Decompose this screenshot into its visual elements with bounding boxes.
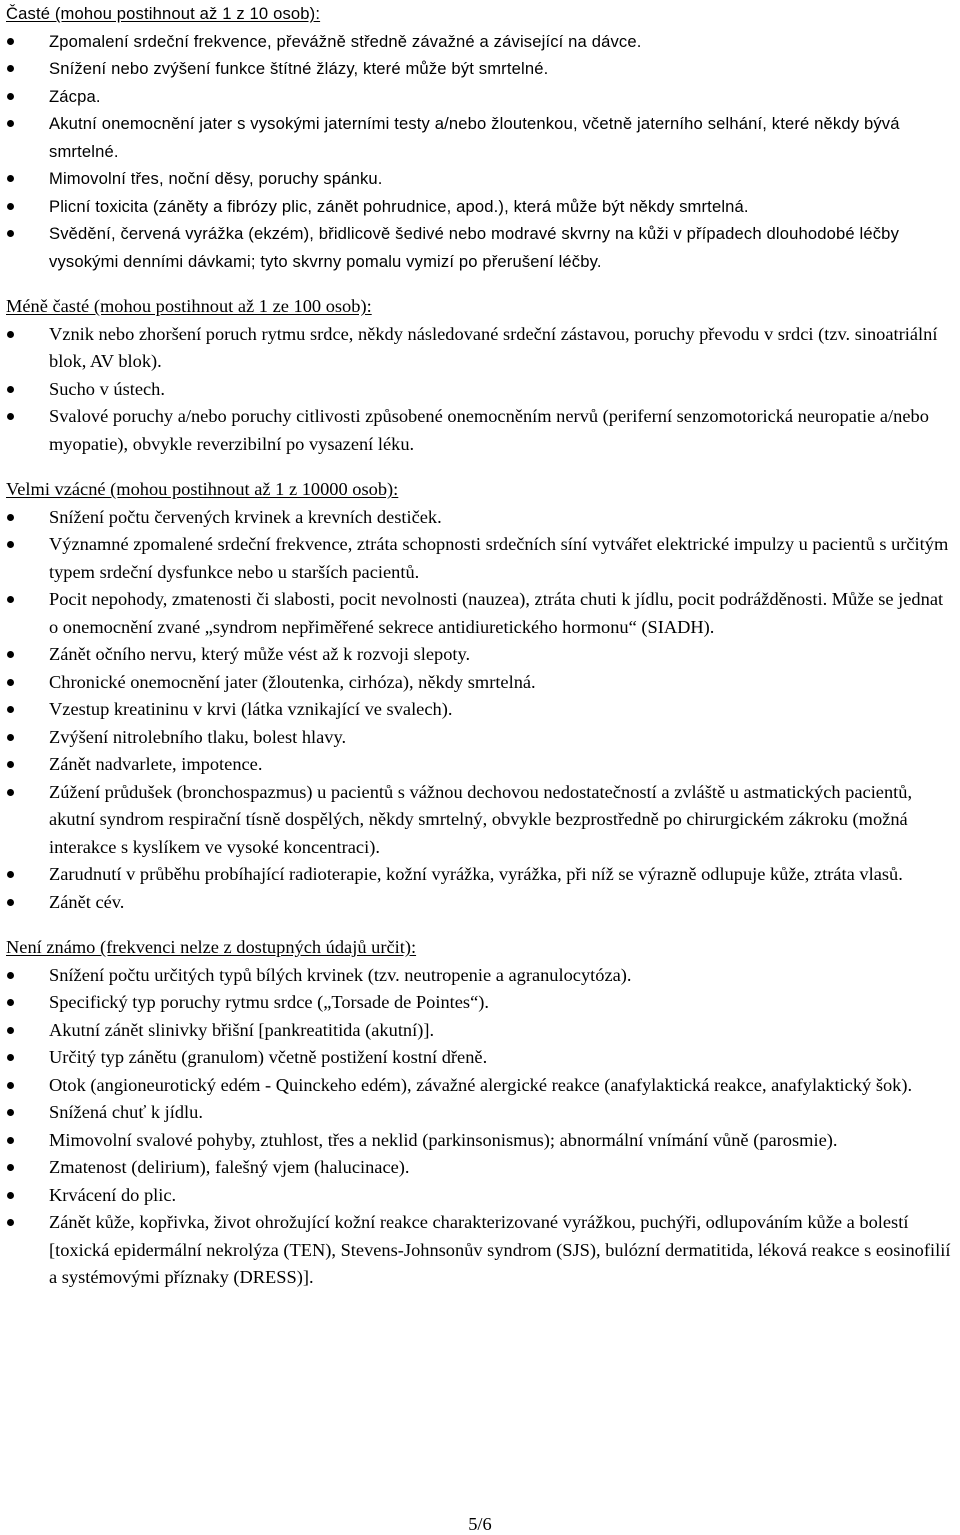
list-item-text: Svědění, červená vyrážka (ekzém), břidlicově šedivé nebo modravé skvrny na kůži v případech dlouhodobé léčby vysokými denními dávkami; tyto skvrny pomalu vymizí po přerušení léčby. <box>49 224 900 271</box>
list-item <box>6 28 954 56</box>
list-item-text: Zarudnutí v průběhu probíhající radioterapie, kožní vyrážka, vyrážka, při níž se výrazně odlupuje kůže, ztráta vlasů. <box>49 864 903 884</box>
bullet-icon <box>7 1164 14 1171</box>
list-item-text: Mimovolní svalové pohyby, ztuhlost, třes a neklid (parkinsonismus); abnormální vnímání vůně (parosmie). <box>49 1129 838 1150</box>
side-effect-list <box>6 504 954 917</box>
list-item-text: Vznik nebo zhoršení poruch rytmu srdce, někdy následované srdeční zástavou, poruchy převodu v srdci (tzv. sinoatriální blok, AV blok). <box>49 323 938 371</box>
list-item <box>6 83 954 111</box>
bullet-icon <box>7 203 14 210</box>
list-item <box>6 1099 954 1127</box>
list-item <box>6 1017 954 1045</box>
bullet-icon <box>7 706 14 713</box>
section-heading: Méně časté (mohou postihnout až 1 ze 100 osob): <box>6 296 372 316</box>
bullet-icon <box>7 1137 14 1144</box>
page-number: 5/6 <box>468 1514 492 1534</box>
list-item-text: Zánět očního nervu, který může vést až k rozvoji slepoty. <box>49 644 471 664</box>
list-item-text: Specifický typ poruchy rytmu srdce („Torsade de Pointes“). <box>49 992 489 1012</box>
list-item <box>6 669 954 697</box>
list-item <box>6 376 954 404</box>
list-item-text: Snížení počtu červených krvinek a krevních destiček. <box>49 506 442 527</box>
section-heading: Není známo (frekvenci nelze z dostupných údajů určit): <box>6 937 417 957</box>
bullet-icon <box>7 230 14 237</box>
list-item-text: Zánět nadvarlete, impotence. <box>49 754 263 774</box>
list-item-text: Snížení počtu určitých typů bílých krvinek (tzv. neutropenie a agranulocytóza). <box>49 964 632 985</box>
section-unknown <box>6 934 954 1292</box>
list-item-text: Snížená chuť k jídlu. <box>49 1102 203 1122</box>
list-item <box>6 1182 954 1210</box>
bullet-icon <box>7 1027 14 1034</box>
list-item <box>6 55 954 83</box>
bullet-icon <box>7 999 14 1006</box>
list-item <box>6 1044 954 1072</box>
list-item-text: Zúžení průdušek (bronchospazmus) u pacientů s vážnou dechovou nedostatečností a zvláště u astmatických pacientů, akutní syndrom respirační tísně dospělých, někdy smrtelný, obvykle bezprostředně po chirurgickém zákroku (možná interakce s kyslíkem ve vysoké koncentraci). <box>49 781 913 857</box>
bullet-icon <box>7 651 14 658</box>
list-item <box>6 1154 954 1182</box>
list-item-text: Sucho v ústech. <box>49 378 165 399</box>
list-item <box>6 724 954 752</box>
list-item <box>6 861 954 889</box>
bullet-icon <box>7 596 14 603</box>
list-item <box>6 586 954 641</box>
list-item-text: Zánět cév. <box>49 891 125 912</box>
side-effect-list <box>6 962 954 1292</box>
bullet-icon <box>7 972 14 979</box>
list-item-text: Zácpa. <box>49 86 101 106</box>
bullet-icon <box>7 541 14 548</box>
bullet-icon <box>7 38 14 45</box>
bullet-icon <box>7 1082 14 1089</box>
bullet-icon <box>7 514 14 521</box>
list-item <box>6 193 954 221</box>
list-item-text: Svalové poruchy a/nebo poruchy citlivosti způsobené onemocněním nervů (periferní senzomotorická neuropatie a/nebo myopatie), obvykle reverzibilní po vysazení léku. <box>49 406 929 454</box>
list-item-text: Zpomalení srdeční frekvence, převážně středně závažné a závisející na dávce. <box>49 31 642 51</box>
list-item-text: Pocit nepohody, zmatenosti či slabosti, pocit nevolnosti (nauzea), ztráta chuti k jídlu, pocit podrážděnosti. Může se jednat o onemocnění zvané „syndrom nepřiměřené sekrece antidiuretického hormonu“ (SIADH). <box>49 589 944 637</box>
list-item-text: Otok (angioneurotický edém - Quinckeho edém), závažné alergické reakce (anafylaktická reakce, anafylaktický šok). <box>49 1074 913 1095</box>
list-item <box>6 962 954 990</box>
list-item-text: Mimovolní třes, noční děsy, poruchy spánku. <box>49 169 383 188</box>
list-item <box>6 641 954 669</box>
list-item-text: Významné zpomalené srdeční frekvence, ztráta schopnosti srdečních síní vytvářet elektrické impulzy u pacientů s určitým typem srdeční dysfunkce nebo u starších pacientů. <box>49 534 949 582</box>
section-common <box>6 0 954 275</box>
list-item <box>6 165 954 193</box>
list-item-text: Zmatenost (delirium), falešný vjem (halucinace). <box>49 1157 410 1177</box>
bullet-icon <box>7 1109 14 1116</box>
list-item <box>6 1127 954 1155</box>
bullet-icon <box>7 120 14 127</box>
list-item <box>6 989 954 1017</box>
section-uncommon <box>6 293 954 458</box>
bullet-icon <box>7 761 14 768</box>
bullet-icon <box>7 65 14 72</box>
list-item <box>6 220 954 275</box>
list-item-text: Plicní toxicita (záněty a fibrózy plic, zánět pohrudnice, apod.), která může být někdy smrtelná. <box>49 196 749 216</box>
list-item-text: Chronické onemocnění jater (žloutenka, cirhóza), někdy smrtelná. <box>49 671 536 692</box>
list-item <box>6 403 954 458</box>
list-item-text: Zánět kůže, kopřivka, život ohrožující kožní reakce charakterizované vyrážkou, puchýři, odlupováním kůže a bolestí [toxická epidermální nekrolýza (TEN), Stevens-Johnsonův syndrom (SJS), bulózní dermatitida, léková reakce s eosinofilií a systémovými příznaky (DRESS)]. <box>49 1212 951 1287</box>
bullet-icon <box>7 871 14 878</box>
bullet-icon <box>7 734 14 741</box>
list-item-text: Vzestup kreatininu v krvi (látka vznikající ve svalech). <box>49 699 453 719</box>
side-effect-list <box>6 321 954 459</box>
list-item-text: Určitý typ zánětu (granulom) včetně postižení kostní dřeně. <box>49 1047 488 1067</box>
bullet-icon <box>7 789 14 796</box>
bullet-icon <box>7 331 14 338</box>
list-item-text: Snížení nebo zvýšení funkce štítné žlázy, které může být smrtelné. <box>49 59 549 78</box>
list-item-text: Akutní onemocnění jater s vysokými jaterními testy a/nebo žloutenkou, včetně jaterního selhání, které někdy bývá smrtelné. <box>49 114 900 161</box>
list-item <box>6 1209 954 1292</box>
bullet-icon <box>7 175 14 182</box>
bullet-icon <box>7 1219 14 1226</box>
bullet-icon <box>7 413 14 420</box>
bullet-icon <box>7 899 14 906</box>
section-heading: Časté (mohou postihnout až 1 z 10 osob): <box>6 4 321 23</box>
list-item-text: Zvýšení nitrolebního tlaku, bolest hlavy. <box>49 726 347 747</box>
list-item <box>6 889 954 917</box>
list-item <box>6 751 954 779</box>
section-heading: Velmi vzácné (mohou postihnout až 1 z 10000 osob): <box>6 479 399 499</box>
list-item-text: Krvácení do plic. <box>49 1184 177 1205</box>
section-very-rare <box>6 476 954 916</box>
bullet-icon <box>7 679 14 686</box>
bullet-icon <box>7 386 14 393</box>
list-item <box>6 321 954 376</box>
bullet-icon <box>7 93 14 100</box>
list-item <box>6 531 954 586</box>
side-effect-list <box>6 28 954 276</box>
list-item <box>6 696 954 724</box>
bullet-icon <box>7 1054 14 1061</box>
bullet-icon <box>7 1192 14 1199</box>
list-item <box>6 110 954 165</box>
list-item <box>6 1072 954 1100</box>
list-item <box>6 504 954 532</box>
list-item <box>6 779 954 862</box>
list-item-text: Akutní zánět slinivky břišní [pankreatitida (akutní)]. <box>49 1019 435 1040</box>
